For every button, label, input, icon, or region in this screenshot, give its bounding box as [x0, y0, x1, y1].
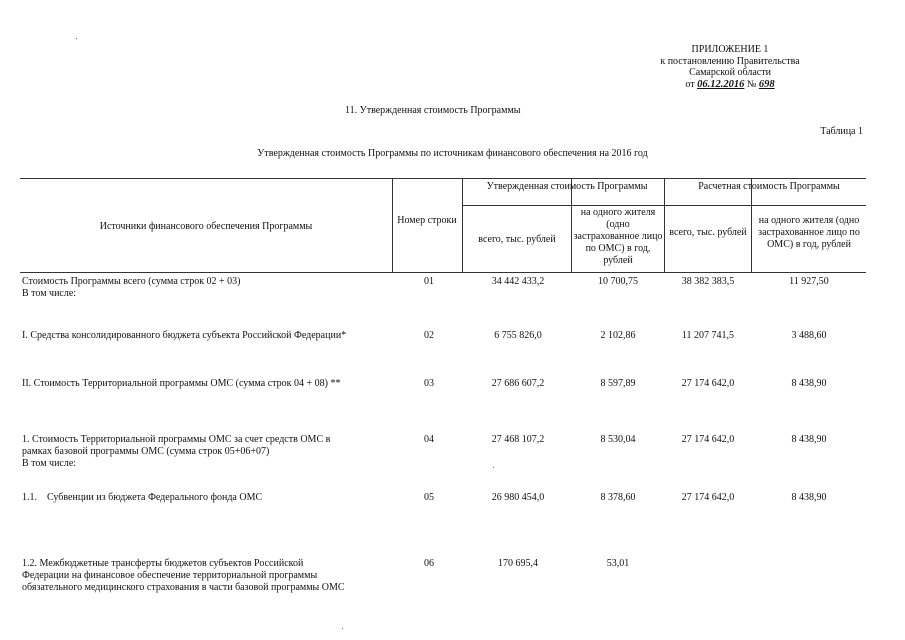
row-label-continued: обязательного медицинского страхования в части базовой программы ОМС [22, 582, 345, 593]
header-subdivider [462, 205, 866, 206]
row-label: Стоимость Программы всего (сумма строк 02 + 03) [22, 276, 241, 287]
estimated-total: 27 174 642,0 [681, 492, 735, 503]
section-title: 11. Утвержденная стоимость Программы [345, 105, 521, 116]
approved-per-person: 10 700,75 [598, 276, 638, 287]
approved-total: 6 755 826,0 [494, 330, 542, 341]
approved-per-person: 2 102,86 [600, 330, 636, 341]
header-estimated-per-person: на одного жителя (одно застрахованное лицо по ОМС) в год, рублей [758, 215, 860, 250]
row-number: 04 [424, 434, 434, 445]
row-label-continued: рамках базовой программы ОМС (сумма строк 05+06+07) [22, 446, 270, 457]
table-title: Утвержденная стоимость Программы по источникам финансового обеспечения на 2016 год [257, 148, 648, 159]
approved-per-person: 8 597,89 [600, 378, 636, 389]
row-number: 02 [424, 330, 434, 341]
row-label-continued: Федерации на финансовое обеспечение территориальной программы [22, 570, 318, 581]
row-number: 03 [424, 378, 434, 389]
scan-speck [493, 467, 494, 468]
header-divider [392, 179, 393, 272]
row-label: 1. Стоимость Территориальной программы ОМС за счет средств ОМС в [22, 434, 331, 445]
decree-date: 06.12.2016 [697, 78, 745, 90]
appendix-line3: Самарской области [689, 67, 771, 78]
table-header [20, 178, 866, 273]
estimated-total: 11 207 741,5 [681, 330, 735, 341]
estimated-total: 38 382 383,5 [681, 276, 735, 287]
row-label: II. Стоимость Территориальной программы ОМС (сумма строк 04 + 08) ** [22, 378, 341, 389]
from-label: от [685, 78, 695, 90]
appendix-title: ПРИЛОЖЕНИЕ 1 [691, 44, 769, 55]
header-approved-per-person: на одного жителя (одно застрахованное лицо по ОМС) в год, рублей [573, 207, 663, 266]
header-approved-group: Утвержденная стоимость Программы [486, 181, 648, 192]
header-divider [462, 179, 463, 272]
scan-speck [342, 628, 343, 629]
estimated-per-person: 8 438,90 [791, 434, 827, 445]
header-approved-total: всего, тыс. рублей [478, 234, 556, 245]
estimated-total: 27 174 642,0 [681, 378, 735, 389]
header-row-number: Номер строки [397, 215, 457, 226]
estimated-per-person: 3 488,60 [791, 330, 827, 341]
row-label: I. Средства консолидированного бюджета субъекта Российской Федерации* [22, 330, 347, 341]
estimated-total: 27 174 642,0 [681, 434, 735, 445]
appendix-line2: к постановлению Правительства [660, 55, 800, 67]
header-divider [664, 179, 665, 272]
approved-per-person: 8 378,60 [600, 492, 636, 503]
number-label: № [746, 78, 757, 90]
appendix-date-line [630, 79, 830, 91]
row-label: 1.2. Межбюджетные трансферты бюджетов субъектов Российской [22, 558, 304, 569]
row-number: 05 [424, 492, 434, 503]
row-label: 1.1. Субвенции из бюджета Федерального фонда ОМС [22, 492, 263, 503]
decree-number: 698 [758, 78, 775, 90]
estimated-per-person: 11 927,50 [789, 276, 829, 287]
approved-total: 170 695,4 [498, 558, 538, 569]
estimated-per-person: 8 438,90 [791, 378, 827, 389]
row-number: 06 [424, 558, 434, 569]
table-label: Таблица 1 [820, 126, 863, 137]
scan-speck [76, 38, 77, 39]
header-estimated-total: всего, тыс. рублей [669, 227, 747, 238]
row-sub: В том числе: [22, 288, 77, 299]
estimated-per-person: 8 438,90 [791, 492, 827, 503]
approved-total: 27 686 607,2 [491, 378, 545, 389]
header-estimated-group: Расчетная стоимость Программы [698, 181, 840, 192]
approved-per-person: 8 530,04 [600, 434, 636, 445]
appendix-block [630, 44, 830, 91]
approved-per-person: 53,01 [606, 558, 630, 569]
row-sub: В том числе: [22, 458, 77, 469]
header-sources: Источники финансового обеспечения Программы [99, 221, 313, 232]
approved-total: 26 980 454,0 [491, 492, 545, 503]
row-number: 01 [424, 276, 434, 287]
approved-total: 34 442 433,2 [491, 276, 545, 287]
approved-total: 27 468 107,2 [491, 434, 545, 445]
